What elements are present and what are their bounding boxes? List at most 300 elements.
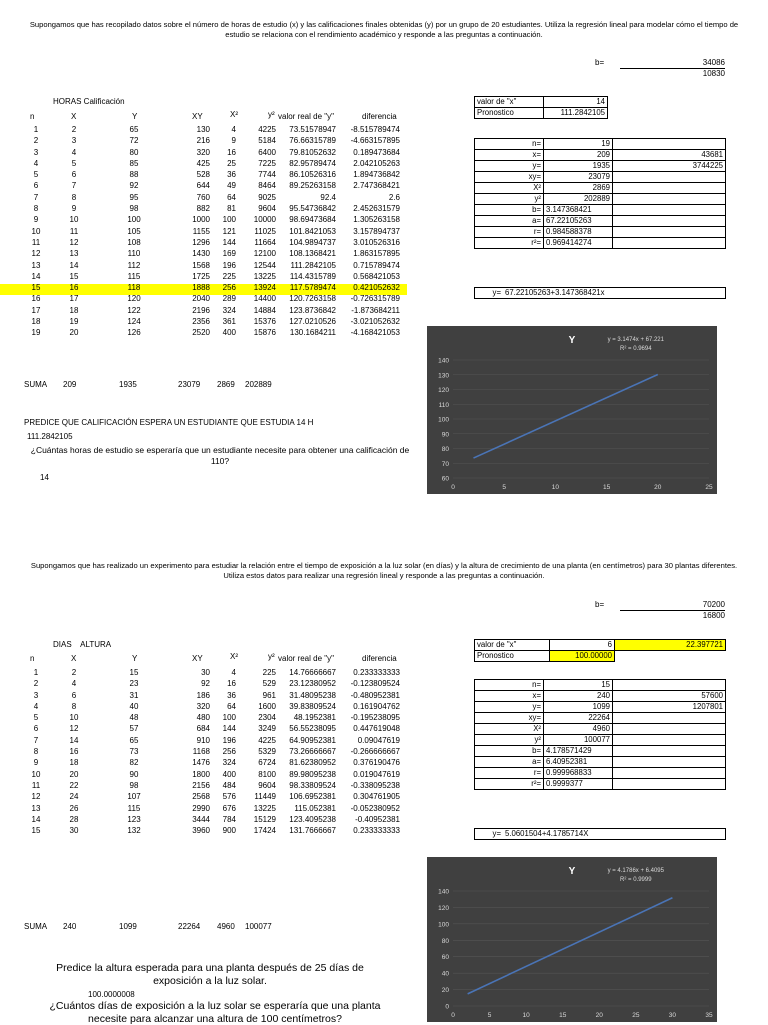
ex1-xy-cell: 1155: [192, 226, 210, 236]
ex2-xy-cell: 1168: [192, 747, 210, 757]
ex1-x2-cell: 100: [222, 215, 236, 225]
ex1-n-cell: 18: [31, 317, 41, 327]
ex1-suma-y: 1935: [119, 380, 137, 389]
ex1-y2-cell: 12544: [253, 260, 276, 270]
ex2-y-cell: 23: [129, 679, 139, 689]
ex1-real-cell: 76.66315789: [289, 136, 336, 146]
ex1-y2-cell: 12100: [253, 249, 276, 259]
ex2-pronostico: 100.00000: [550, 651, 615, 662]
ex2-y-cell: 132: [127, 826, 141, 836]
ex1-xy-cell: 130: [196, 125, 210, 134]
ex1-x2-cell: 324: [222, 305, 236, 315]
ex2-real-cell: 81.62380952: [289, 758, 336, 768]
ex1-stat-label: y²: [475, 194, 544, 205]
ex1-header-title: HORAS Calificación: [53, 97, 125, 106]
ex1-n-cell: 14: [31, 271, 41, 281]
ex1-xy-cell: 2040: [192, 294, 210, 304]
ex1-answer-2: 14: [40, 473, 49, 482]
ex2-xtick-label: 0: [451, 1012, 455, 1019]
ex1-diff-cell: -4.663157895: [350, 136, 400, 146]
ex2-xy-cell: 2990: [192, 803, 210, 813]
ex1-real-cell: 92.4: [320, 192, 336, 202]
ex1-hdr-x: X: [71, 112, 77, 121]
ex1-stat-value: 67.22105263: [544, 216, 613, 227]
ex2-n-cell: 15: [31, 826, 41, 836]
ex2-stat-extra: 57600: [613, 691, 726, 702]
ex2-header-title: DIAS ALTURA: [53, 640, 112, 649]
ex1-stat-row: [475, 161, 726, 172]
ex1-col-y: [124, 124, 144, 339]
ex2-suma-y: 1099: [119, 922, 137, 931]
ex1-real-cell: 120.7263158: [289, 294, 336, 304]
ex1-col-y2: [246, 124, 276, 339]
ex1-b-fraction: [620, 58, 725, 78]
ex2-y2-cell: 225: [262, 668, 276, 677]
ex1-answer-1: 111.2842105: [27, 432, 73, 441]
ex2-y2-cell: 5329: [258, 747, 276, 757]
ex2-x-cell: 24: [69, 792, 79, 802]
ex1-y-cell: 126: [127, 328, 141, 338]
ex2-y-cell: 115: [127, 803, 141, 813]
ex1-hdr-y2: y²: [268, 110, 275, 119]
ex1-x-cell: 14: [69, 260, 79, 270]
ex1-stat-row: [475, 205, 726, 216]
ex2-xy-cell: 480: [196, 713, 210, 723]
ex1-x2-cell: 64: [227, 192, 236, 202]
ex1-stat-label: n=: [475, 139, 544, 150]
ex1-n-cell: 7: [33, 192, 39, 202]
ex2-diff-cell: 0.019047619: [353, 769, 400, 779]
ex2-n-cell: 10: [31, 769, 41, 779]
ex2-x2-cell: 16: [227, 679, 236, 689]
ex2-stat-label: r=: [475, 768, 544, 779]
ex2-xy-cell: 3960: [192, 826, 210, 836]
ex1-y-cell: 112: [127, 260, 141, 270]
ex1-y-cell: 95: [129, 192, 139, 202]
ex2-y2-cell: 11449: [254, 792, 276, 802]
ex2-stat-value: 6.40952381: [544, 757, 613, 768]
ex1-diff-cell: 0.421052632: [353, 283, 400, 293]
ex2-x-cell: 2: [71, 668, 77, 677]
ex1-x2-cell: 196: [222, 260, 236, 270]
ex2-y2-cell: 9604: [258, 780, 276, 790]
ex1-n-cell: 1: [33, 125, 39, 134]
ex2-n-cell: 6: [33, 724, 39, 734]
ex1-real-cell: 86.10526316: [289, 170, 336, 180]
ex2-stat-row: [475, 757, 726, 768]
ex1-y-cell: 98: [129, 204, 139, 214]
ex1-x-cell: 5: [71, 158, 77, 168]
ex1-stat-label: x=: [475, 150, 544, 161]
ex2-stat-label: x=: [475, 691, 544, 702]
ex1-chart-background: [427, 326, 717, 494]
ex2-real-cell: 31.48095238: [289, 690, 336, 700]
ex1-xy-cell: 882: [196, 204, 210, 214]
ex1-y-cell: 105: [127, 226, 141, 236]
ex1-y2-cell: 13924: [253, 283, 276, 293]
ex1-y-cell: 122: [127, 305, 141, 315]
ex1-pronostico-label: Pronostico: [475, 108, 544, 119]
ex2-y2-cell: 3249: [258, 724, 276, 734]
ex2-valor-x[interactable]: 6: [550, 640, 615, 651]
ex1-stat-row: [475, 172, 726, 183]
ex2-equation: 5.0601504+4.1785714X: [503, 829, 726, 840]
ex1-real-cell: 101.8421053: [289, 226, 336, 236]
ex2-x2-cell: 4: [231, 668, 236, 677]
ex2-diff-cell: -0.052380952: [350, 803, 400, 813]
ex2-x2-cell: 100: [222, 713, 236, 723]
ex1-y-cell: 118: [127, 283, 141, 293]
ex2-n-cell: 2: [33, 679, 39, 689]
ex2-stat-label: y²: [475, 735, 544, 746]
ex2-y-cell: 123: [127, 814, 141, 824]
ex1-x2-cell: 289: [222, 294, 236, 304]
ex1-xy-cell: 1296: [192, 237, 210, 247]
ex1-real-cell: 130.1684211: [289, 328, 336, 338]
ex1-chart-title: Y: [568, 335, 576, 346]
ex1-y-cell: 108: [127, 237, 141, 247]
ex1-stat-row: [475, 139, 726, 150]
ex1-real-cell: 117.5789474: [289, 283, 336, 293]
ex1-y2-cell: 9025: [258, 192, 276, 202]
ex2-y2-cell: 8100: [258, 769, 276, 779]
ex2-col-x: [64, 667, 84, 836]
ex1-x-cell: 2: [71, 125, 77, 134]
ex1-n-cell: 6: [33, 181, 39, 191]
ex1-y2-cell: 4225: [258, 125, 276, 134]
ex1-diff-cell: 2.6: [388, 192, 400, 202]
ex1-n-cell: 8: [33, 204, 39, 214]
ex1-real-cell: 79.81052632: [289, 147, 336, 157]
ex1-y-cell: 100: [127, 215, 141, 225]
ex1-ytick-label: 80: [441, 446, 449, 453]
ex1-diff-cell: -4.168421053: [350, 328, 400, 338]
ex1-r-squared: R² = 0.9694: [620, 346, 652, 352]
ex2-xy-cell: 1800: [192, 769, 210, 779]
ex2-y-cell: 107: [127, 792, 141, 802]
ex2-r-squared: R² = 0.9999: [620, 877, 652, 883]
ex2-col-xy: [180, 667, 210, 836]
ex2-stat-extra: [613, 757, 726, 768]
ex2-n-cell: 12: [31, 792, 41, 802]
ex2-stat-label: r²=: [475, 779, 544, 790]
ex1-x-cell: 4: [71, 147, 77, 157]
ex1-real-cell: 104.9894737: [289, 237, 336, 247]
ex1-chart: [427, 326, 717, 494]
ex2-y2-cell: 4225: [258, 735, 276, 745]
ex1-x2-cell: 361: [222, 317, 236, 327]
ex1-ytick-label: 120: [438, 387, 449, 394]
ex1-n-cell: 4: [33, 158, 39, 168]
ex1-col-real: [278, 124, 336, 339]
ex2-n-cell: 11: [31, 780, 41, 790]
ex2-xtick-label: 5: [487, 1012, 492, 1019]
ex1-stat-label: b=: [475, 205, 544, 216]
ex1-n-cell: 13: [31, 260, 41, 270]
ex2-b-fraction: [620, 600, 725, 620]
ex2-stat-value: 4960: [544, 724, 613, 735]
ex2-n-cell: 13: [31, 803, 41, 813]
ex1-xy-cell: 1000: [192, 215, 210, 225]
ex2-stat-label: n=: [475, 680, 544, 691]
ex1-n-cell: 5: [33, 170, 39, 180]
ex1-y2-cell: 5184: [258, 136, 276, 146]
ex1-x-cell: 10: [69, 215, 79, 225]
ex2-x-cell: 8: [71, 701, 77, 711]
ex2-suma-x: 240: [63, 922, 77, 931]
ex1-n-cell: 19: [31, 328, 41, 338]
ex2-y-cell: 98: [129, 780, 139, 790]
ex1-intro: Supongamos que has recopilado datos sobre el número de horas de estudio (x) y las calificaciones finales obtenidas (y) por un grupo de 20 estudiantes. Utiliza la regresión lineal para modelar cómo el tiempo de estudio se relaciona con el rendimiento académico y responde a las preguntas a continuación.: [29, 20, 739, 39]
ex1-hdr-real: valor real de "y": [278, 112, 334, 121]
ex2-stat-extra: [613, 713, 726, 724]
ex2-ytick-label: 20: [441, 987, 449, 995]
ex1-x-cell: 13: [69, 249, 79, 259]
ex2-ytick-label: 60: [441, 954, 449, 962]
ex2-xtick-label: 20: [595, 1012, 603, 1019]
ex1-x2-cell: 49: [227, 181, 236, 191]
ex1-valor-x-label: valor de "x": [475, 97, 544, 108]
ex1-equation: 67.22105263+3.147368421x: [503, 288, 726, 299]
ex1-real-cell: 95.54736842: [289, 204, 336, 214]
ex1-x-cell: 15: [69, 271, 79, 281]
ex2-answer-1: 100.0000008: [88, 990, 135, 999]
ex2-xtick-label: 15: [559, 1012, 567, 1019]
ex2-diff-cell: 0.233333333: [353, 826, 400, 836]
ex1-y2-cell: 11025: [254, 226, 276, 236]
ex2-y-cell: 90: [129, 769, 139, 779]
ex2-ytick-label: 100: [438, 921, 449, 929]
ex1-forecast-table: [474, 96, 608, 119]
ex1-x-cell: 11: [69, 226, 79, 236]
ex2-xy-cell: 684: [196, 724, 210, 734]
ex2-xy-cell: 1476: [192, 758, 210, 768]
ex2-x-cell: 18: [69, 758, 79, 768]
ex2-stat-value: 15: [544, 680, 613, 691]
ex1-y-cell: 124: [127, 317, 141, 327]
ex2-real-cell: 56.55238095: [289, 724, 336, 734]
ex2-stat-row: [475, 768, 726, 779]
ex2-ytick-label: 140: [438, 888, 449, 896]
ex1-stat-value: 209: [544, 150, 613, 161]
ex2-ytick-label: 0: [445, 1003, 449, 1011]
ex1-diff-cell: 0.568421053: [353, 271, 400, 281]
ex1-suma-xy: 23079: [178, 380, 201, 389]
ex2-col-x2: [216, 667, 236, 836]
ex2-xy-cell: 30: [201, 668, 210, 677]
ex1-y-cell: 80: [129, 147, 139, 157]
ex1-stat-row: [475, 227, 726, 238]
ex2-hdr-real: valor real de "y": [278, 654, 334, 663]
ex1-diff-cell: -3.021052632: [350, 317, 400, 327]
ex1-real-cell: 98.69473684: [289, 215, 336, 225]
ex2-col-diff: [345, 667, 400, 836]
ex2-stat-value: 0.9999377: [544, 779, 613, 790]
ex1-y-cell: 65: [129, 125, 139, 134]
ex1-pronostico: 111.2842105: [544, 108, 608, 119]
ex1-x-cell: 16: [69, 283, 79, 293]
ex1-y-cell: 92: [129, 181, 139, 191]
ex2-real-cell: 106.6952381: [289, 792, 336, 802]
ex1-xtick-label: 10: [551, 484, 560, 491]
ex1-y2-cell: 14884: [253, 305, 276, 315]
ex2-y2-cell: 17424: [253, 826, 276, 836]
ex2-n-cell: 14: [31, 814, 41, 824]
ex2-diff-cell: 0.161904762: [353, 701, 400, 711]
ex2-x2-cell: 676: [222, 803, 236, 813]
ex1-x-cell: 6: [71, 170, 77, 180]
ex2-col-y2: [246, 667, 276, 836]
ex2-x2-cell: 576: [222, 792, 236, 802]
ex2-xtick-label: 30: [668, 1012, 677, 1019]
ex2-hdr-xy: XY: [192, 654, 203, 663]
ex2-x-cell: 16: [69, 747, 79, 757]
ex1-stat-row: [475, 194, 726, 205]
ex1-y2-cell: 15876: [253, 328, 276, 338]
ex1-y-cell: 85: [129, 158, 139, 168]
ex2-hdr-y: Y: [132, 654, 138, 663]
ex1-n-cell: 9: [33, 215, 39, 225]
ex2-y2-cell: 6724: [258, 758, 276, 768]
ex2-x-cell: 28: [69, 814, 79, 824]
ex2-stat-extra: [613, 768, 726, 779]
ex1-y-cell: 110: [127, 249, 141, 259]
ex2-stat-label: b=: [475, 746, 544, 757]
ex2-ytick-label: 80: [441, 937, 449, 945]
ex1-y-cell: 120: [127, 294, 141, 304]
ex2-x2-cell: 196: [222, 735, 236, 745]
ex1-diff-cell: 3.157894737: [353, 226, 400, 236]
ex2-stat-label: xy=: [475, 713, 544, 724]
ex1-stat-label: r²=: [475, 238, 544, 249]
ex1-suma-label: SUMA: [24, 380, 48, 389]
ex1-stat-extra: [613, 183, 726, 194]
ex1-diff-cell: 1.894736842: [353, 170, 400, 180]
ex2-b-denominator: 16800: [702, 611, 725, 620]
ex1-real-cell: 127.0210526: [289, 317, 336, 327]
ex1-stat-value: 0.984588378: [544, 227, 613, 238]
ex2-diff-cell: -0.40952381: [355, 814, 400, 824]
ex2-stat-row: [475, 724, 726, 735]
ex1-xtick-label: 0: [451, 484, 455, 491]
ex1-x-cell: 3: [71, 136, 77, 146]
ex1-real-cell: 114.4315789: [289, 271, 336, 281]
ex1-stat-value: 2869: [544, 183, 613, 194]
ex2-stat-label: X²: [475, 724, 544, 735]
ex1-xy-cell: 320: [196, 147, 210, 157]
ex1-col-n: [26, 124, 46, 339]
ex2-real-cell: 131.7666667: [289, 826, 336, 836]
ex2-stat-row: [475, 691, 726, 702]
ex2-pronostico-label: Pronostico: [475, 651, 550, 662]
ex1-real-cell: 108.1368421: [289, 249, 336, 259]
ex2-diff-cell: 0.304761905: [353, 792, 400, 802]
ex2-b-numerator: 70200: [620, 600, 725, 611]
ex1-xtick-label: 5: [502, 484, 507, 491]
ex1-x-cell: 12: [69, 237, 79, 247]
ex2-n-cell: 4: [33, 701, 39, 711]
ex2-stat-row: [475, 746, 726, 757]
ex2-stat-value: 22264: [544, 713, 613, 724]
ex1-b-numerator: 34086: [620, 58, 725, 69]
ex1-x2-cell: 16: [227, 147, 236, 157]
ex1-n-cell: 10: [31, 226, 41, 236]
ex2-x2-cell: 400: [222, 769, 236, 779]
ex2-y2-cell: 2304: [258, 713, 276, 723]
ex1-y2-cell: 8464: [258, 181, 276, 191]
ex2-xtick-label: 25: [632, 1012, 640, 1019]
ex2-stats-table: [474, 679, 726, 790]
ex1-stat-value: 1935: [544, 161, 613, 172]
ex1-xy-cell: 1725: [192, 271, 210, 281]
ex1-x2-cell: 121: [222, 226, 236, 236]
ex1-xy-cell: 644: [196, 181, 210, 191]
ex2-real-cell: 123.4095238: [289, 814, 336, 824]
ex2-x-cell: 10: [69, 713, 79, 723]
ex2-y2-cell: 529: [262, 679, 276, 689]
ex1-diff-cell: 2.747368421: [353, 181, 400, 191]
ex1-y2-cell: 7225: [258, 158, 276, 168]
ex1-xy-cell: 760: [196, 192, 210, 202]
ex2-question-1: Predice la altura esperada para una planta después de 25 días de exposición a la luz solar.: [56, 962, 364, 987]
ex1-n-cell: 3: [33, 147, 39, 157]
ex2-stat-extra: 1207801: [613, 702, 726, 713]
ex2-chart-title: Y: [568, 866, 576, 877]
ex2-y2-cell: 961: [262, 690, 276, 700]
ex1-stat-extra: [613, 194, 726, 205]
ex2-real-cell: 23.12380952: [289, 679, 336, 689]
ex2-col-real: [278, 667, 336, 836]
ex1-hdr-diff: diferencia: [362, 112, 397, 121]
ex1-stat-value: 0.969414274: [544, 238, 613, 249]
ex2-x-cell: 4: [71, 679, 77, 689]
ex1-xy-cell: 2520: [192, 328, 210, 338]
ex2-diff-cell: 0.376190476: [353, 758, 400, 768]
ex1-col-x: [66, 124, 82, 339]
ex1-xtick-label: 25: [705, 484, 713, 491]
ex1-suma-y2: 202889: [245, 380, 272, 389]
ex1-ytick-label: 100: [438, 416, 449, 424]
ex2-x-cell: 22: [69, 780, 79, 790]
ex1-b-label: b=: [595, 58, 605, 67]
ex2-real-cell: 39.83809524: [289, 701, 336, 711]
ex2-xy-cell: 186: [196, 690, 210, 700]
ex1-stat-label: xy=: [475, 172, 544, 183]
ex1-stat-label: y=: [475, 161, 544, 172]
ex1-x2-cell: 81: [227, 204, 236, 214]
ex2-x-cell: 14: [69, 735, 79, 745]
ex1-xy-cell: 1430: [192, 249, 210, 259]
ex2-real-cell: 98.33809524: [289, 780, 336, 790]
ex2-stat-extra: [613, 735, 726, 746]
ex1-y2-cell: 15376: [253, 317, 276, 327]
ex1-valor-x[interactable]: 14: [544, 97, 608, 108]
ex2-y2-cell: 15129: [253, 814, 276, 824]
ex1-n-cell: 12: [31, 249, 41, 259]
ex1-n-cell: 11: [31, 237, 41, 247]
ex1-x2-cell: 9: [231, 136, 236, 146]
ex1-y-cell: 72: [129, 136, 139, 146]
ex2-stat-extra: [613, 746, 726, 757]
ex2-suma-xy: 22264: [178, 922, 201, 931]
ex2-col-n: [26, 667, 46, 836]
ex2-xy-cell: 2156: [192, 780, 210, 790]
ex2-x-cell: 6: [71, 690, 77, 700]
ex1-x2-cell: 36: [227, 170, 236, 180]
ex1-xtick-label: 15: [602, 484, 611, 491]
ex2-stat-value: 240: [544, 691, 613, 702]
ex1-diff-cell: -0.726315789: [350, 294, 400, 304]
